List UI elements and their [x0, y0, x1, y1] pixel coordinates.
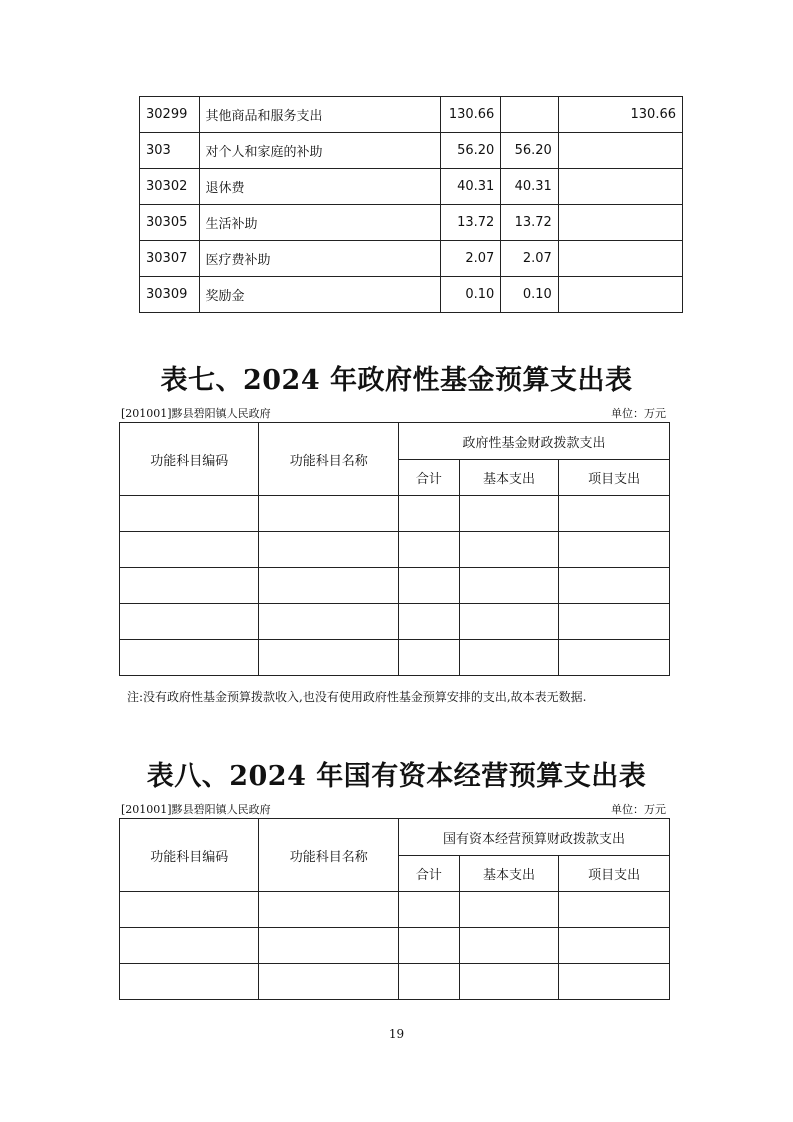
group-header: 国有资本经营预算财政拨款支出	[398, 819, 669, 856]
state-capital-table	[119, 818, 670, 1000]
table7-unit: 单位：万元	[611, 407, 666, 420]
table-row	[120, 496, 670, 532]
table-row	[120, 604, 670, 640]
cell-name: 奖励金	[199, 277, 440, 313]
continued-expenditure-table	[139, 96, 683, 313]
cell-project	[558, 133, 682, 169]
table-row	[140, 133, 683, 169]
col-total-header: 合计	[398, 460, 459, 496]
table-row	[140, 97, 683, 133]
table-row	[120, 568, 670, 604]
cell-name: 对个人和家庭的补助	[199, 133, 440, 169]
table-row	[120, 892, 670, 928]
col-name-header: 功能科目名称	[259, 423, 398, 496]
table-row	[140, 169, 683, 205]
cell-code: 30299	[140, 97, 200, 133]
table-row	[140, 277, 683, 313]
cell-total: 2.07	[440, 241, 501, 277]
table8-title: 表八、2024 年国有资本经营预算支出表	[146, 761, 647, 792]
cell-basic: 56.20	[501, 133, 559, 169]
cell-total: 130.66	[440, 97, 501, 133]
col-total-header: 合计	[398, 856, 459, 892]
cell-code: 30305	[140, 205, 200, 241]
table8-unit: 单位：万元	[611, 803, 666, 816]
table-row	[140, 241, 683, 277]
col-project-header: 项目支出	[559, 460, 670, 496]
cell-project: 130.66	[558, 97, 682, 133]
table7-org: [201001]黟县碧阳镇人民政府	[121, 407, 271, 420]
table7-title: 表七、2024 年政府性基金预算支出表	[160, 365, 633, 396]
cell-code: 303	[140, 133, 200, 169]
cell-project	[558, 169, 682, 205]
cell-basic	[501, 97, 559, 133]
table-row	[120, 928, 670, 964]
group-header: 政府性基金财政拨款支出	[398, 423, 669, 460]
government-fund-table	[119, 422, 670, 676]
cell-name: 医疗费补助	[199, 241, 440, 277]
table8-org: [201001]黟县碧阳镇人民政府	[121, 803, 271, 816]
col-project-header: 项目支出	[559, 856, 670, 892]
cell-code: 30307	[140, 241, 200, 277]
table-row	[120, 640, 670, 676]
cell-code: 30309	[140, 277, 200, 313]
cell-total: 0.10	[440, 277, 501, 313]
cell-code: 30302	[140, 169, 200, 205]
cell-basic: 2.07	[501, 241, 559, 277]
col-code-header: 功能科目编码	[120, 423, 259, 496]
col-basic-header: 基本支出	[459, 856, 559, 892]
cell-name: 生活补助	[199, 205, 440, 241]
cell-name: 其他商品和服务支出	[199, 97, 440, 133]
cell-total: 40.31	[440, 169, 501, 205]
table-row	[140, 205, 683, 241]
col-code-header: 功能科目编码	[120, 819, 259, 892]
page-number: 19	[388, 1027, 405, 1041]
cell-total: 13.72	[440, 205, 501, 241]
cell-basic: 13.72	[501, 205, 559, 241]
cell-basic: 40.31	[501, 169, 559, 205]
col-name-header: 功能科目名称	[259, 819, 398, 892]
col-basic-header: 基本支出	[459, 460, 559, 496]
table-row	[120, 532, 670, 568]
cell-total: 56.20	[440, 133, 501, 169]
table7-note: 注:没有政府性基金预算拨款收入,也没有使用政府性基金预算安排的支出,故本表无数据.	[127, 690, 587, 704]
cell-project	[558, 241, 682, 277]
table-row	[120, 964, 670, 1000]
cell-project	[558, 205, 682, 241]
cell-project	[558, 277, 682, 313]
cell-name: 退休费	[199, 169, 440, 205]
cell-basic: 0.10	[501, 277, 559, 313]
